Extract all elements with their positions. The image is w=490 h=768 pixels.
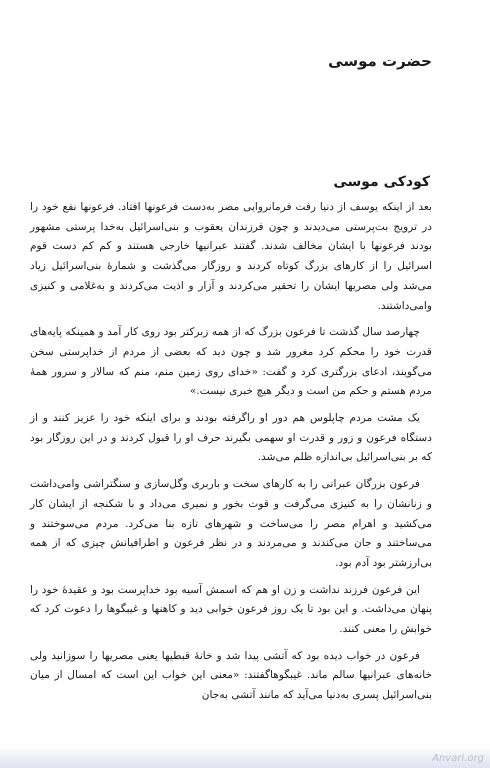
paragraph: یک مشت مردم چاپلوس هم دور او راگرفته بودند و برای اینکه خود را عزیز کنند و از دستگاه فرعون و زور و قدرت او سهمی بگیرند حرف او را قبول کردند و در این روزگار بود که بر بنی‌اسرائیل بی‌اندازه ظلم می‌شد.	[30, 412, 432, 464]
footer-band	[0, 746, 490, 768]
watermark: Anvari.org	[432, 753, 484, 764]
section-title: کودکی موسی	[333, 174, 430, 190]
paragraph: این فرعون فرزند نداشت و زن او هم که اسمش آسیه بود خداپرست بود و عقیدهٔ خود را پنهان می‌داشت. و این بود تا یک روز فرعون خوابی دید و کاهنها و غیبگوها را دعوت کرد که خوابش را معنی کنند.	[30, 583, 432, 636]
paragraph: چهارصد سال گذشت تا فرعون بزرگ که از همه زبرکتر بود روی کار آمد و همینکه پایه‌های قدرت خود را محکم کرد مغرور شد و چون دید که بعضی از مردم از خداپرستی سخن می‌گویند، ادعای بزرگتری کرد و گفت: «خدای روی زمین منم، منم که سالار و سرور همهٔ مردم هستم و حکم من است و دیگر هیچ خبری نیست.»	[30, 326, 432, 398]
paragraph: فرعون بزرگان عبرانی را به کارهای سخت و باربری وگل‌سازی و سنگتراشی وامی‌داشت و زنانشان را به کنیزی می‌گرفت و قوت بخور و نمیری می‌داد و با شکنجه از ایشان کار می‌کشید و اهرام مصر را می‌ساخت و شهرهای تازه بنا می‌کرد. مردم می‌سوختند و می‌ساختند و جان می‌کندند و می‌مردند و در نظر فرعون و اطرافیانش چیزی که از همه بی‌ارزشتر بود آدم بود.	[30, 478, 432, 569]
chapter-title: حضرت موسی	[328, 52, 432, 70]
body-text	[30, 198, 432, 713]
paragraph: فرعون در خواب دیده بود که آتشی پیدا شد و خانهٔ قبطیها یعنی مصریها را سوزانید ولی خانه‌های عبرانیها سالم ماند. غیبگوهاگفتند: «معنی این خواب این است که امسال از میان بنی‌اسرائیل پسری به‌دنیا می‌آید که مانند آتشی به‌جان	[30, 649, 432, 702]
paragraph: بعد از اینکه یوسف از دنیا رفت فرمانروایی مصر به‌دست فرعونها افتاد. فرعونها نفع خود را در ترویج بت‌پرستی می‌دیدند و چون فرزندان یعقوب و بنی‌اسرائیل به‌خدا پرستی مشهور بودند فرعونها با ایشان مخالف شدند. گفتند عبرانیها خارجی هستند و کم کم دست قوم اسرائیل را از کارهای بزرگ کوتاه کردند و روزگار می‌گذشت و شمارهٔ بنی‌اسرائیل زیاد می‌شد ولی مصریها ایشان را تحقیر می‌کردند و آزار و اذیت می‌کردند و به‌غلامی و کنیزی وامی‌داشتند.	[30, 201, 432, 312]
